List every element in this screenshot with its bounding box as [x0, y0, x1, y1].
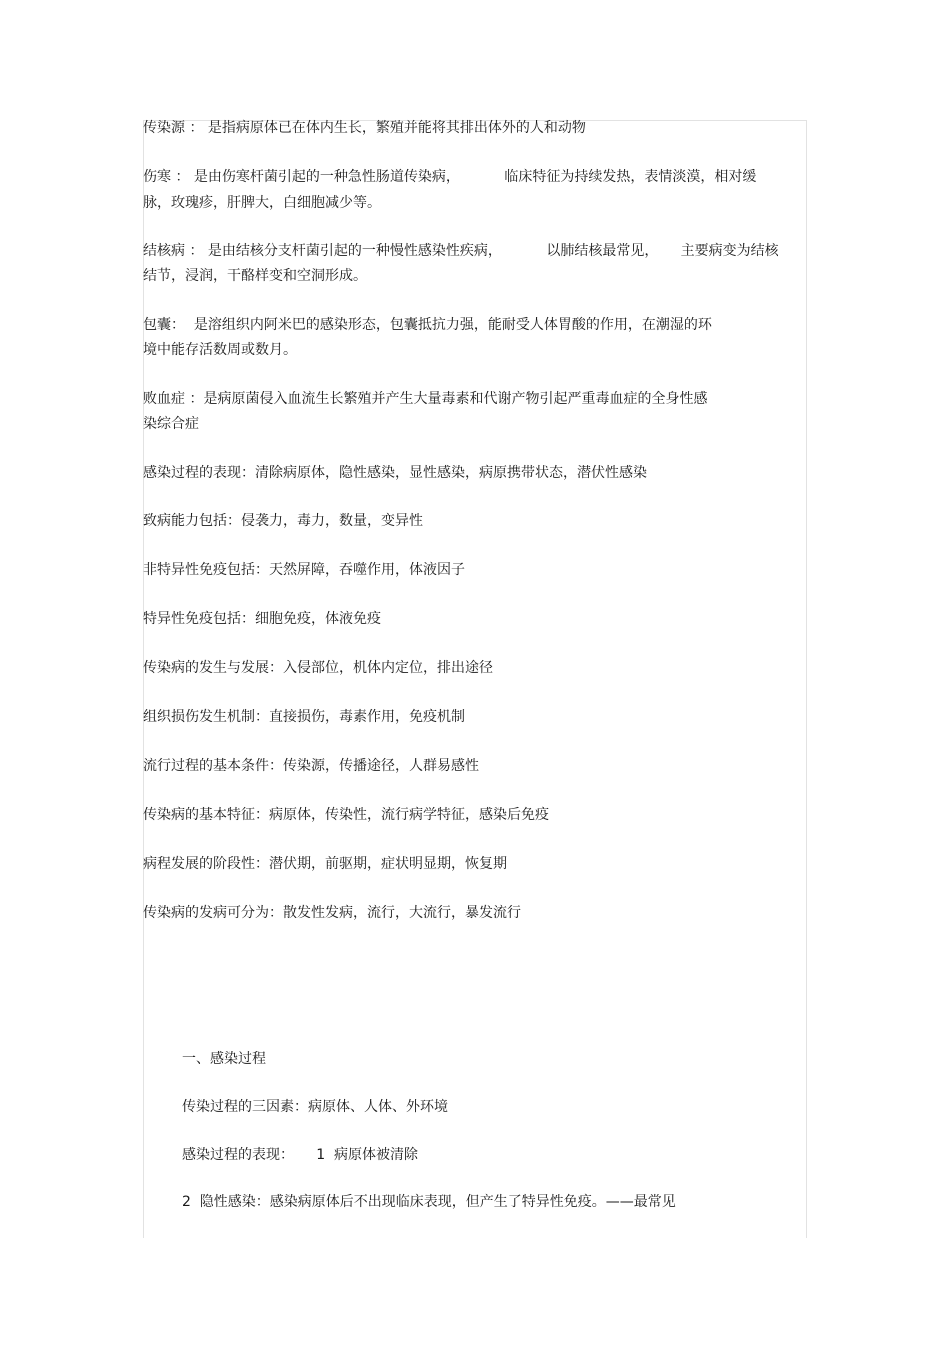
- definition-contagion-source: 传染源 ： 是指病原体已在体内生长，繁殖并能将其排出体外的人和动物: [143, 120, 586, 136]
- epidemic-process-conditions: 流行过程的基本条件：传染源，传播途径，人群易感性: [143, 758, 479, 774]
- definition-tuberculosis-line-1: 结核病 ： 是由结核分支杆菌引起的一种慢性感染性疾病， 以肺结核最常见， 主要病变为结核: [143, 243, 779, 259]
- section-line-manifestation-1: 感染过程的表现： 1 病原体被清除: [182, 1147, 419, 1163]
- section-line-three-factors: 传染过程的三因素：病原体、人体、外环境: [182, 1099, 448, 1115]
- nonspecific-immunity: 非特异性免疫包括：天然屏障，吞噬作用，体液因子: [143, 562, 465, 578]
- incidence-classification: 传染病的发病可分为：散发性发病，流行，大流行，暴发流行: [143, 905, 521, 921]
- definition-cyst-line-2: 境中能存活数周或数月。: [143, 342, 297, 358]
- specific-immunity: 特异性免疫包括：细胞免疫，体液免疫: [143, 611, 381, 627]
- infectious-disease-features: 传染病的基本特征：病原体，传染性，流行病学特征，感染后免疫: [143, 807, 549, 823]
- page-border-right: [806, 120, 807, 1238]
- definition-typhoid-line-1: 伤寒 ： 是由伤寒杆菌引起的一种急性肠道传染病， 临床特征为持续发热，表情淡漠，相对缓: [143, 169, 757, 185]
- definition-typhoid-line-2: 脉，玫瑰疹，肝脾大，白细胞减少等。: [143, 195, 381, 211]
- tissue-damage-mechanism: 组织损伤发生机制：直接损伤，毒素作用，免疫机制: [143, 709, 465, 725]
- disease-occurrence-development: 传染病的发生与发展：入侵部位，机体内定位，排出途径: [143, 660, 493, 676]
- definition-sepsis-line-1: 败血症 ：是病原菌侵入血流生长繁殖并产生大量毒素和代谢产物引起严重毒血症的全身性感: [143, 391, 708, 407]
- infection-process-manifestations: 感染过程的表现：清除病原体，隐性感染，显性感染，病原携带状态，潜伏性感染: [143, 465, 647, 481]
- definition-tuberculosis-line-2: 结节，浸润，干酪样变和空洞形成。: [143, 268, 367, 284]
- disease-course-stages: 病程发展的阶段性：潜伏期，前驱期，症状明显期，恢复期: [143, 856, 507, 872]
- section-heading: 一、感染过程: [182, 1051, 266, 1067]
- definition-sepsis-line-2: 染综合症: [143, 416, 199, 432]
- definition-cyst-line-1: 包囊： 是溶组织内阿米巴的感染形态，包囊抵抗力强，能耐受人体胃酸的作用，在潮湿的环: [143, 317, 712, 333]
- pathogenicity-factors: 致病能力包括：侵袭力，毒力，数量，变异性: [143, 513, 423, 529]
- section-line-latent-infection: 2 隐性感染：感染病原体后不出现临床表现，但产生了特异性免疫。——最常见: [182, 1194, 676, 1210]
